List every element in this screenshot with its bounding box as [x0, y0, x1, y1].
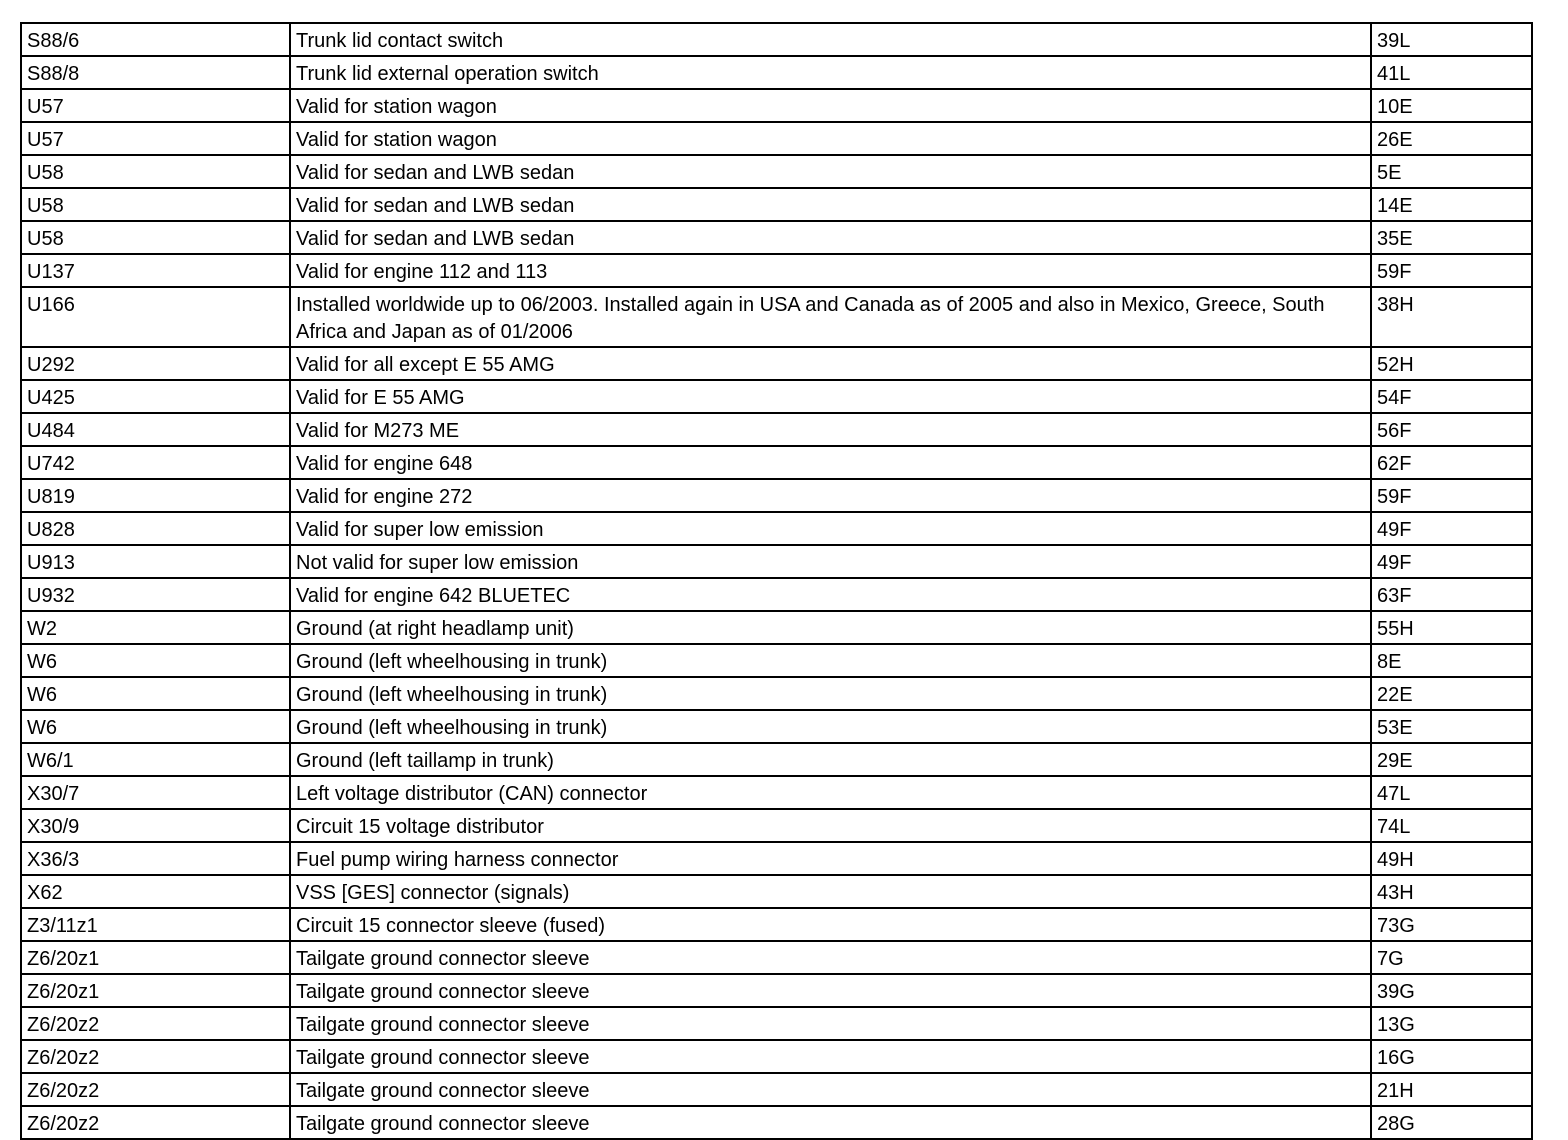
component-code-cell: Z6/20z1 [21, 941, 290, 974]
component-description-cell: Tailgate ground connector sleeve [290, 1040, 1371, 1073]
table-row [21, 254, 1532, 287]
grid-location-cell: 39G [1371, 974, 1532, 1007]
component-code-cell: U425 [21, 380, 290, 413]
grid-location-cell: 14E [1371, 188, 1532, 221]
grid-location-cell: 73G [1371, 908, 1532, 941]
component-code-cell: U166 [21, 287, 290, 347]
table-row [21, 611, 1532, 644]
component-code-cell: X62 [21, 875, 290, 908]
component-description-cell: Valid for E 55 AMG [290, 380, 1371, 413]
grid-location-cell: 49H [1371, 842, 1532, 875]
table-row [21, 122, 1532, 155]
table-row [21, 287, 1532, 347]
component-code-cell: W2 [21, 611, 290, 644]
component-description-cell: Tailgate ground connector sleeve [290, 1007, 1371, 1040]
table-row [21, 89, 1532, 122]
component-description-cell: Ground (left wheelhousing in trunk) [290, 644, 1371, 677]
table-row [21, 743, 1532, 776]
grid-location-cell: 53E [1371, 710, 1532, 743]
grid-location-cell: 10E [1371, 89, 1532, 122]
table-row [21, 446, 1532, 479]
component-description-cell: Left voltage distributor (CAN) connector [290, 776, 1371, 809]
component-description-cell: VSS [GES] connector (signals) [290, 875, 1371, 908]
component-description-cell: Trunk lid external operation switch [290, 56, 1371, 89]
component-code-cell: U932 [21, 578, 290, 611]
component-description-cell: Circuit 15 voltage distributor [290, 809, 1371, 842]
component-description-cell: Valid for engine 642 BLUETEC [290, 578, 1371, 611]
table-row [21, 188, 1532, 221]
component-code-cell: Z6/20z2 [21, 1106, 290, 1139]
component-code-cell: S88/8 [21, 56, 290, 89]
component-description-cell: Tailgate ground connector sleeve [290, 974, 1371, 1007]
component-code-cell: X30/9 [21, 809, 290, 842]
grid-location-cell: 47L [1371, 776, 1532, 809]
component-description-cell: Valid for engine 648 [290, 446, 1371, 479]
table-row [21, 545, 1532, 578]
grid-location-cell: 54F [1371, 380, 1532, 413]
component-description-cell: Valid for station wagon [290, 89, 1371, 122]
component-code-cell: Z6/20z1 [21, 974, 290, 1007]
table-row [21, 974, 1532, 1007]
component-description-cell: Ground (left taillamp in trunk) [290, 743, 1371, 776]
grid-location-cell: 5E [1371, 155, 1532, 188]
component-code-cell: U58 [21, 221, 290, 254]
grid-location-cell: 59F [1371, 479, 1532, 512]
component-code-cell: W6 [21, 644, 290, 677]
component-description-cell: Fuel pump wiring harness connector [290, 842, 1371, 875]
component-code-cell: U913 [21, 545, 290, 578]
table-row [21, 347, 1532, 380]
component-code-cell: W6/1 [21, 743, 290, 776]
component-description-cell: Valid for sedan and LWB sedan [290, 155, 1371, 188]
component-legend-table [20, 22, 1533, 1140]
component-description-cell: Ground (at right headlamp unit) [290, 611, 1371, 644]
table-row [21, 1106, 1532, 1139]
grid-location-cell: 52H [1371, 347, 1532, 380]
grid-location-cell: 29E [1371, 743, 1532, 776]
component-description-cell: Tailgate ground connector sleeve [290, 1073, 1371, 1106]
component-legend-body [21, 23, 1532, 1139]
component-description-cell: Tailgate ground connector sleeve [290, 1106, 1371, 1139]
grid-location-cell: 7G [1371, 941, 1532, 974]
component-code-cell: W6 [21, 677, 290, 710]
grid-location-cell: 13G [1371, 1007, 1532, 1040]
table-row [21, 413, 1532, 446]
component-code-cell: U57 [21, 89, 290, 122]
grid-location-cell: 21H [1371, 1073, 1532, 1106]
table-row [21, 842, 1532, 875]
component-description-cell: Installed worldwide up to 06/2003. Installed again in USA and Canada as of 2005 and also in Mexico, Greece, South Africa and Japan as of 01/2006 [290, 287, 1371, 347]
component-code-cell: U58 [21, 188, 290, 221]
table-row [21, 1007, 1532, 1040]
grid-location-cell: 49F [1371, 512, 1532, 545]
table-row [21, 479, 1532, 512]
component-code-cell: W6 [21, 710, 290, 743]
grid-location-cell: 39L [1371, 23, 1532, 56]
component-code-cell: Z6/20z2 [21, 1073, 290, 1106]
grid-location-cell: 43H [1371, 875, 1532, 908]
grid-location-cell: 74L [1371, 809, 1532, 842]
table-row [21, 809, 1532, 842]
table-row [21, 578, 1532, 611]
table-row [21, 941, 1532, 974]
component-description-cell: Valid for M273 ME [290, 413, 1371, 446]
table-row [21, 1073, 1532, 1106]
grid-location-cell: 22E [1371, 677, 1532, 710]
grid-location-cell: 56F [1371, 413, 1532, 446]
table-row [21, 710, 1532, 743]
component-code-cell: X36/3 [21, 842, 290, 875]
table-row [21, 677, 1532, 710]
component-code-cell: S88/6 [21, 23, 290, 56]
grid-location-cell: 41L [1371, 56, 1532, 89]
component-description-cell: Circuit 15 connector sleeve (fused) [290, 908, 1371, 941]
component-code-cell: Z3/11z1 [21, 908, 290, 941]
table-row [21, 23, 1532, 56]
component-description-cell: Tailgate ground connector sleeve [290, 941, 1371, 974]
table-row [21, 512, 1532, 545]
grid-location-cell: 49F [1371, 545, 1532, 578]
component-code-cell: U828 [21, 512, 290, 545]
grid-location-cell: 55H [1371, 611, 1532, 644]
component-description-cell: Valid for engine 272 [290, 479, 1371, 512]
grid-location-cell: 16G [1371, 1040, 1532, 1073]
component-description-cell: Valid for engine 112 and 113 [290, 254, 1371, 287]
grid-location-cell: 63F [1371, 578, 1532, 611]
component-code-cell: X30/7 [21, 776, 290, 809]
component-code-cell: U58 [21, 155, 290, 188]
component-description-cell: Trunk lid contact switch [290, 23, 1371, 56]
component-code-cell: U292 [21, 347, 290, 380]
component-code-cell: U819 [21, 479, 290, 512]
component-code-cell: Z6/20z2 [21, 1007, 290, 1040]
table-row [21, 1040, 1532, 1073]
table-row [21, 221, 1532, 254]
table-row [21, 875, 1532, 908]
table-row [21, 155, 1532, 188]
component-code-cell: U137 [21, 254, 290, 287]
component-description-cell: Valid for station wagon [290, 122, 1371, 155]
component-description-cell: Ground (left wheelhousing in trunk) [290, 710, 1371, 743]
table-row [21, 776, 1532, 809]
table-row [21, 908, 1532, 941]
component-description-cell: Valid for all except E 55 AMG [290, 347, 1371, 380]
table-row [21, 380, 1532, 413]
component-description-cell: Not valid for super low emission [290, 545, 1371, 578]
grid-location-cell: 35E [1371, 221, 1532, 254]
component-code-cell: U484 [21, 413, 290, 446]
table-row [21, 644, 1532, 677]
grid-location-cell: 59F [1371, 254, 1532, 287]
grid-location-cell: 26E [1371, 122, 1532, 155]
grid-location-cell: 62F [1371, 446, 1532, 479]
component-code-cell: U742 [21, 446, 290, 479]
component-description-cell: Valid for super low emission [290, 512, 1371, 545]
component-description-cell: Valid for sedan and LWB sedan [290, 221, 1371, 254]
component-description-cell: Valid for sedan and LWB sedan [290, 188, 1371, 221]
grid-location-cell: 8E [1371, 644, 1532, 677]
component-code-cell: Z6/20z2 [21, 1040, 290, 1073]
grid-location-cell: 28G [1371, 1106, 1532, 1139]
component-description-cell: Ground (left wheelhousing in trunk) [290, 677, 1371, 710]
component-code-cell: U57 [21, 122, 290, 155]
table-row [21, 56, 1532, 89]
grid-location-cell: 38H [1371, 287, 1532, 347]
